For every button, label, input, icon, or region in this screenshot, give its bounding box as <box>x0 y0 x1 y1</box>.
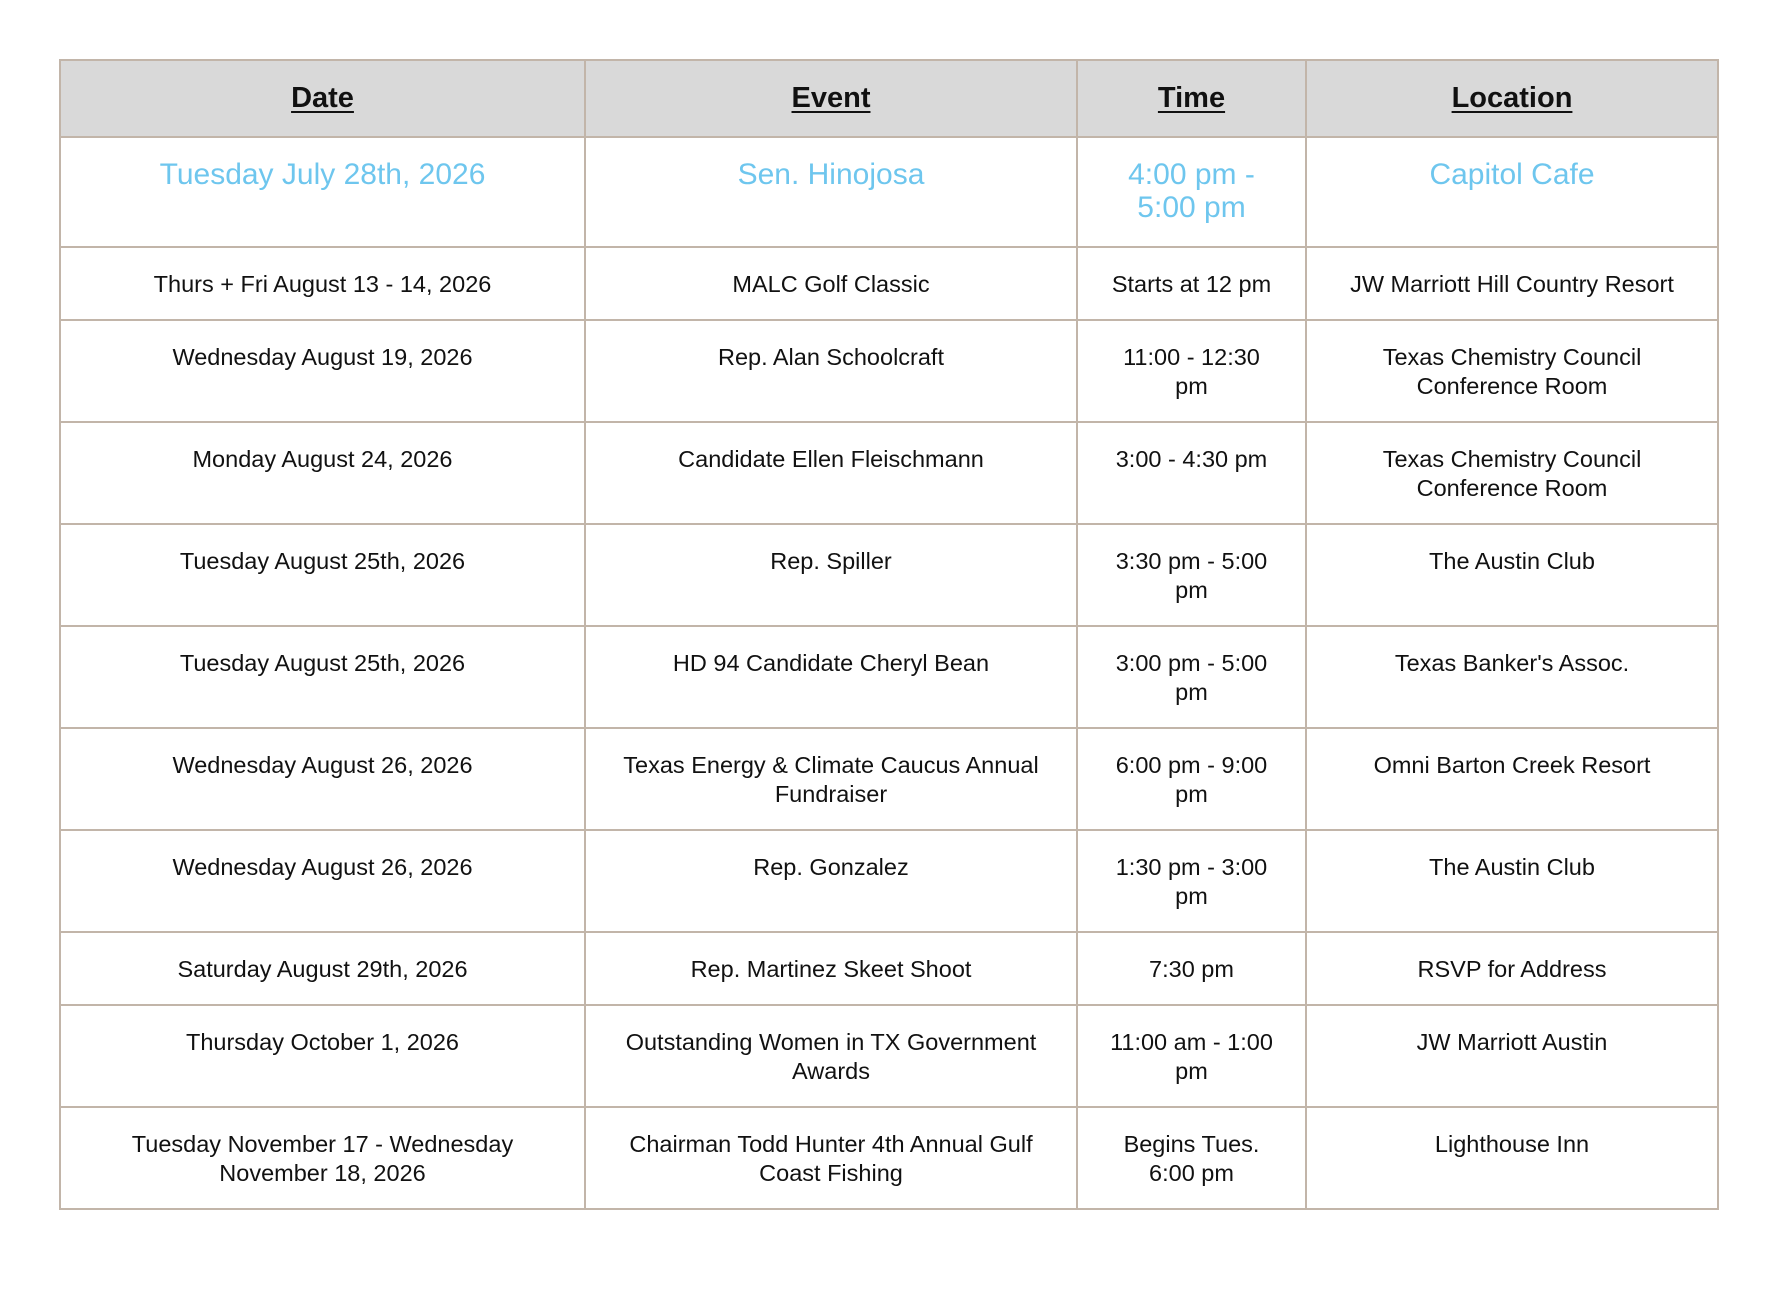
event-cell: HD 94 Candidate Cheryl Bean <box>585 626 1077 728</box>
date-cell: Monday August 24, 2026 <box>60 422 585 524</box>
table-row <box>60 422 1718 524</box>
table-row <box>60 247 1718 320</box>
date-cell: Tuesday August 25th, 2026 <box>60 626 585 728</box>
time-cell: 3:00 - 4:30 pm <box>1077 422 1306 524</box>
event-cell: Sen. Hinojosa <box>585 137 1077 247</box>
location-cell: Texas Banker's Assoc. <box>1306 626 1718 728</box>
date-cell: Wednesday August 19, 2026 <box>60 320 585 422</box>
table-row <box>60 137 1718 247</box>
table-row <box>60 626 1718 728</box>
event-cell: Rep. Alan Schoolcraft <box>585 320 1077 422</box>
time-cell: 3:00 pm - 5:00 pm <box>1077 626 1306 728</box>
table-row <box>60 1107 1718 1209</box>
time-cell: Begins Tues. 6:00 pm <box>1077 1107 1306 1209</box>
time-cell: 7:30 pm <box>1077 932 1306 1005</box>
time-cell: 1:30 pm - 3:00 pm <box>1077 830 1306 932</box>
event-cell: Rep. Spiller <box>585 524 1077 626</box>
date-cell: Saturday August 29th, 2026 <box>60 932 585 1005</box>
date-cell: Thurs + Fri August 13 - 14, 2026 <box>60 247 585 320</box>
location-cell: The Austin Club <box>1306 830 1718 932</box>
event-cell: Outstanding Women in TX Government Awards <box>585 1005 1077 1107</box>
time-cell: 4:00 pm - 5:00 pm <box>1077 137 1306 247</box>
event-cell: Rep. Gonzalez <box>585 830 1077 932</box>
column-header-location: Location <box>1306 60 1718 137</box>
location-cell: Texas Chemistry Council Conference Room <box>1306 320 1718 422</box>
column-header-time: Time <box>1077 60 1306 137</box>
table-row <box>60 1005 1718 1107</box>
table-row <box>60 320 1718 422</box>
location-cell: The Austin Club <box>1306 524 1718 626</box>
event-schedule-table <box>59 59 1719 1210</box>
table-row <box>60 830 1718 932</box>
location-cell: JW Marriott Austin <box>1306 1005 1718 1107</box>
event-cell: Chairman Todd Hunter 4th Annual Gulf Coast Fishing <box>585 1107 1077 1209</box>
time-cell: 6:00 pm - 9:00 pm <box>1077 728 1306 830</box>
event-cell: Candidate Ellen Fleischmann <box>585 422 1077 524</box>
table-row <box>60 932 1718 1005</box>
date-cell: Tuesday August 25th, 2026 <box>60 524 585 626</box>
column-header-date: Date <box>60 60 585 137</box>
event-cell: Rep. Martinez Skeet Shoot <box>585 932 1077 1005</box>
column-header-event: Event <box>585 60 1077 137</box>
location-cell: Texas Chemistry Council Conference Room <box>1306 422 1718 524</box>
location-cell: JW Marriott Hill Country Resort <box>1306 247 1718 320</box>
date-cell: Wednesday August 26, 2026 <box>60 728 585 830</box>
date-cell: Thursday October 1, 2026 <box>60 1005 585 1107</box>
header-row <box>60 60 1718 137</box>
time-cell: Starts at 12 pm <box>1077 247 1306 320</box>
location-cell: Omni Barton Creek Resort <box>1306 728 1718 830</box>
location-cell: RSVP for Address <box>1306 932 1718 1005</box>
time-cell: 3:30 pm - 5:00 pm <box>1077 524 1306 626</box>
time-cell: 11:00 am - 1:00 pm <box>1077 1005 1306 1107</box>
table-row <box>60 524 1718 626</box>
time-cell: 11:00 - 12:30 pm <box>1077 320 1306 422</box>
date-cell: Tuesday November 17 - Wednesday November 18, 2026 <box>60 1107 585 1209</box>
location-cell: Capitol Cafe <box>1306 137 1718 247</box>
date-cell: Tuesday July 28th, 2026 <box>60 137 585 247</box>
table-row <box>60 728 1718 830</box>
event-cell: Texas Energy & Climate Caucus Annual Fundraiser <box>585 728 1077 830</box>
event-cell: MALC Golf Classic <box>585 247 1077 320</box>
date-cell: Wednesday August 26, 2026 <box>60 830 585 932</box>
location-cell: Lighthouse Inn <box>1306 1107 1718 1209</box>
schedule-sheet <box>59 59 1717 1210</box>
